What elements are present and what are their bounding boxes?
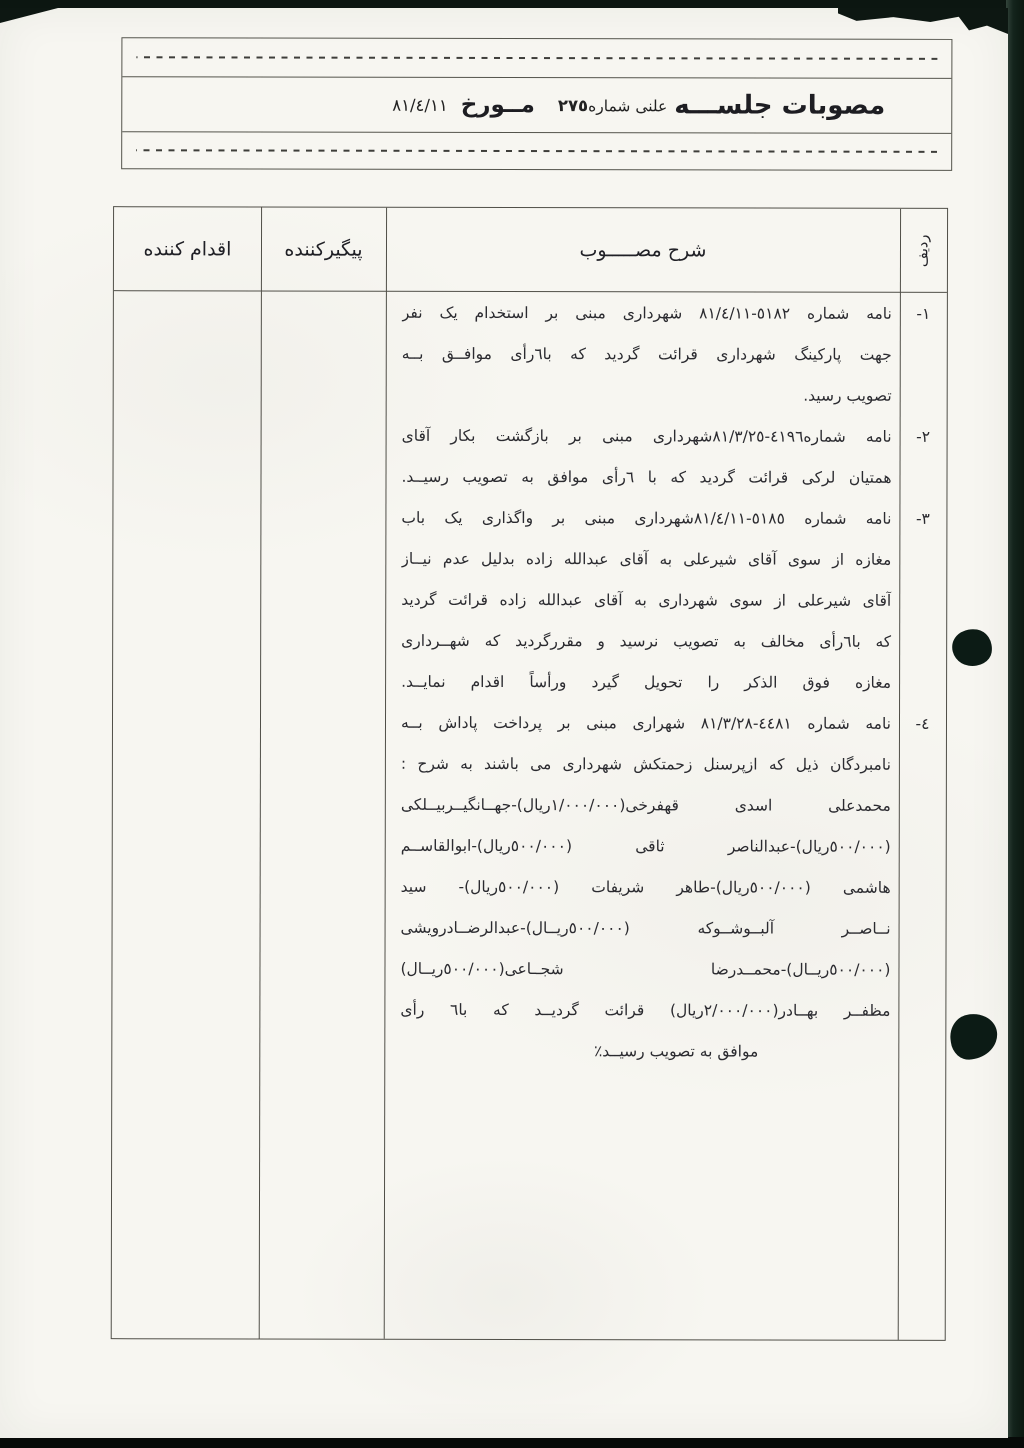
resolution-line: نامبردگان ذیل که ازپرسنل زحمتکش شهرداری می باشند به شرح : bbox=[400, 754, 891, 774]
column-header-sharh-mosavab: شرح مصـــــوب bbox=[579, 238, 707, 261]
row-numbers-column bbox=[898, 293, 947, 1333]
session-number: ٢٧٥ bbox=[557, 95, 589, 115]
column-divider bbox=[259, 207, 262, 1338]
column-header-peygir-konandeh: پیگیرکننده bbox=[284, 238, 363, 261]
resolution-line: محمدعلی اسدی قهفرخی(١/٠٠٠/٠٠٠ریال)-جهــانگیــربیــلکی bbox=[400, 795, 891, 815]
resolution-line: که با٦رأی مخالف به تصویب نرسید و مقررگردید که شهــرداری bbox=[401, 631, 892, 651]
title-main: مصوبات جلســـه bbox=[674, 90, 886, 121]
dashed-line bbox=[136, 56, 937, 60]
row-number: ٤- bbox=[915, 714, 930, 733]
resolution-line: هاشمی (٥٠٠/٠٠٠ریال)-طاهر شریفات (٥٠٠/٠٠٠ریال)- سید bbox=[400, 877, 891, 897]
page-content bbox=[0, 7, 1009, 1439]
row-number: ١- bbox=[916, 304, 931, 323]
column-header-radif bbox=[900, 209, 947, 292]
row-number: ٢- bbox=[916, 427, 931, 446]
resolution-line: موافق به تصویب رسیــد٪ bbox=[593, 1042, 759, 1061]
resolution-item bbox=[401, 498, 891, 704]
resolution-line: (٥٠٠/٠٠٠ریــال)-محمــدرضا شجــاعی(٥٠٠/٠٠٠ریــال) bbox=[400, 959, 891, 979]
resolution-line: جهت پارکینگ شهرداری قرائت گردید که با٦رأی موافــق بــه bbox=[401, 344, 892, 364]
resolution-line: نامه شماره ٤٤٨١-٨١/٣/٢٨ شهراری مبنی بر پرداخت پاداش بــه bbox=[400, 713, 892, 733]
resolution-line: همتیان لرکی قرائت گردید که با ٦رأی موافق به تصویب رسیــد. bbox=[401, 467, 892, 487]
header-dashed-row-bottom bbox=[122, 132, 951, 170]
resolution-line: نــاصــر آلبــوشــوکه (٥٠٠/٠٠٠ریــال)-عبدالرضــادرویشی bbox=[400, 918, 891, 938]
resolution-line: آقای شیرعلی از سوی شهرداری به آقای عبدالله زاده قرائت گردید bbox=[401, 590, 892, 610]
resolution-line: نامه شماره ٥١٨٥-٨١/٤/١١شهرداری مبنی بر واگذاری یک باب bbox=[401, 508, 892, 528]
document-title bbox=[122, 77, 951, 134]
row-number: ٣- bbox=[915, 509, 930, 528]
resolution-line: (٥٠٠/٠٠٠ریال)-عبدالناصر ثاقی (٥٠٠/٠٠٠ریال)-ابوالقاســم bbox=[400, 836, 891, 856]
resolution-line: مغازه فوق الذکر را تحویل گیرد ورأساً اقدام نمایــد. bbox=[401, 672, 892, 692]
radif-label: ردیف bbox=[915, 234, 932, 267]
date-value: ٨١/٤/١١ bbox=[392, 95, 448, 115]
resolutions-table bbox=[111, 206, 948, 1341]
resolution-line: نامه شماره ٥١٨٢-٨١/٤/١١ شهرداری مبنی بر استخدام یک نفر bbox=[401, 303, 892, 323]
resolution-descriptions bbox=[384, 292, 900, 1073]
column-header-eqdam-konandeh: اقدام کننده bbox=[143, 237, 232, 260]
header-dashed-row-top bbox=[122, 38, 951, 79]
resolution-line: مغازه از سوی آقای شیرعلی به آقای عبدالله زاده بدلیل عدم نیــاز bbox=[401, 549, 892, 569]
session-label bbox=[558, 96, 667, 115]
header-box bbox=[121, 37, 952, 171]
dashed-line bbox=[136, 149, 937, 153]
resolution-line: مظفــر بهــادر(٢/٠٠٠/٠٠٠ریال) قرائت گردیــد که با٦ رأی bbox=[400, 1000, 891, 1020]
resolution-line: نامه شماره٤١٩٦-٨١/٣/٢٥شهرداری مبنی بر بازگشت بکار آقای bbox=[401, 426, 892, 446]
date-label: مــورخ bbox=[460, 91, 535, 119]
resolution-item bbox=[402, 293, 892, 417]
punch-hole-mark bbox=[949, 626, 994, 669]
paper bbox=[0, 8, 1008, 1438]
session-label-text: علنی شماره bbox=[588, 96, 668, 115]
resolution-item bbox=[401, 416, 891, 499]
punch-hole-mark bbox=[948, 1011, 1000, 1061]
resolution-item bbox=[400, 703, 891, 1073]
resolution-line: تصویب رسید. bbox=[803, 386, 892, 405]
